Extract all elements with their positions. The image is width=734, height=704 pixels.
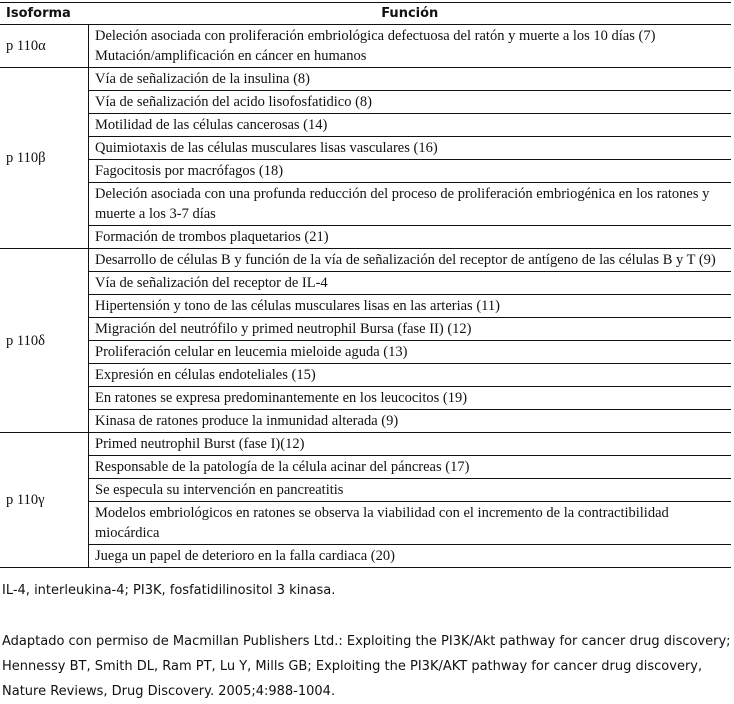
function-cell: Deleción asociada con proliferación embriológica defectuosa del ratón y muerte a los 10 días (7) Mutación/amplificación en cáncer en humanos <box>89 25 732 68</box>
table-row <box>0 137 731 160</box>
function-cell: Motilidad de las células cancerosas (14) <box>89 114 732 137</box>
table-row <box>0 545 731 568</box>
function-cell: Vía de señalización de la insulina (8) <box>89 68 732 91</box>
table-row <box>0 502 731 545</box>
function-cell: Deleción asociada con una profunda reducción del proceso de proliferación embriogénica en los ratones y muerte a los 3-7 días <box>89 183 732 226</box>
table-row <box>0 183 731 226</box>
isoform-cell: p 110β <box>0 68 89 249</box>
function-cell: Migración del neutrófilo y primed neutrophil Bursa (fase II) (12) <box>89 318 732 341</box>
source-citation: Adaptado con permiso de Macmillan Publishers Ltd.: Exploiting the PI3K/Akt pathway for cancer drug discovery; Hennessy BT, Smith DL, Ram PT, Lu Y, Mills GB; Exploiting the PI3K/AKT pathway for cancer drug discovery, Nature Reviews, Drug Discovery. 2005;4:988-1004. <box>2 634 731 699</box>
table-row <box>0 410 731 433</box>
table-row <box>0 387 731 410</box>
table-row <box>0 479 731 502</box>
table-row <box>0 318 731 341</box>
table-row <box>0 25 731 68</box>
function-cell: Kinasa de ratones produce la inmunidad alterada (9) <box>89 410 732 433</box>
function-cell: Se especula su intervención en pancreatitis <box>89 479 732 502</box>
table-row <box>0 226 731 249</box>
function-cell: En ratones se expresa predominantemente en los leucocitos (19) <box>89 387 732 410</box>
header-funcion: Función <box>89 3 732 25</box>
function-cell: Desarrollo de células B y función de la vía de señalización del receptor de antígeno de las células B y T (9) <box>89 249 732 272</box>
header-isoforma: Isoforma <box>0 3 89 25</box>
function-cell: Expresión en células endoteliales (15) <box>89 364 732 387</box>
isoform-cell: p 110δ <box>0 249 89 433</box>
function-cell: Vía de señalización del receptor de IL-4 <box>89 272 732 295</box>
function-cell: Primed neutrophil Burst (fase I)(12) <box>89 433 732 456</box>
table-row <box>0 249 731 272</box>
table-row <box>0 433 731 456</box>
function-cell: Fagocitosis por macrófagos (18) <box>89 160 732 183</box>
table-row <box>0 272 731 295</box>
isoform-function-table <box>0 2 731 568</box>
table-row <box>0 91 731 114</box>
table-row <box>0 364 731 387</box>
table-row <box>0 160 731 183</box>
function-cell: Responsable de la patología de la célula acinar del páncreas (17) <box>89 456 732 479</box>
table-row <box>0 341 731 364</box>
function-cell: Quimiotaxis de las células musculares lisas vasculares (16) <box>89 137 732 160</box>
function-cell: Formación de trombos plaquetarios (21) <box>89 226 732 249</box>
table-row <box>0 295 731 318</box>
isoform-cell: p 110α <box>0 25 89 68</box>
footnote: IL-4, interleukina-4; PI3K, fosfatidilinositol 3 kinasa. <box>2 583 336 598</box>
table-row <box>0 68 731 91</box>
function-cell: Juega un papel de deterioro en la falla cardiaca (20) <box>89 545 732 568</box>
function-cell: Modelos embriológicos en ratones se observa la viabilidad con el incremento de la contractibilidad miocárdica <box>89 502 732 545</box>
function-cell: Vía de señalización del acido lisofosfatidico (8) <box>89 91 732 114</box>
table-row <box>0 456 731 479</box>
function-cell: Proliferación celular en leucemia mieloide aguda (13) <box>89 341 732 364</box>
table-row <box>0 114 731 137</box>
function-cell: Hipertensión y tono de las células musculares lisas en las arterias (11) <box>89 295 732 318</box>
isoform-cell: p 110γ <box>0 433 89 568</box>
